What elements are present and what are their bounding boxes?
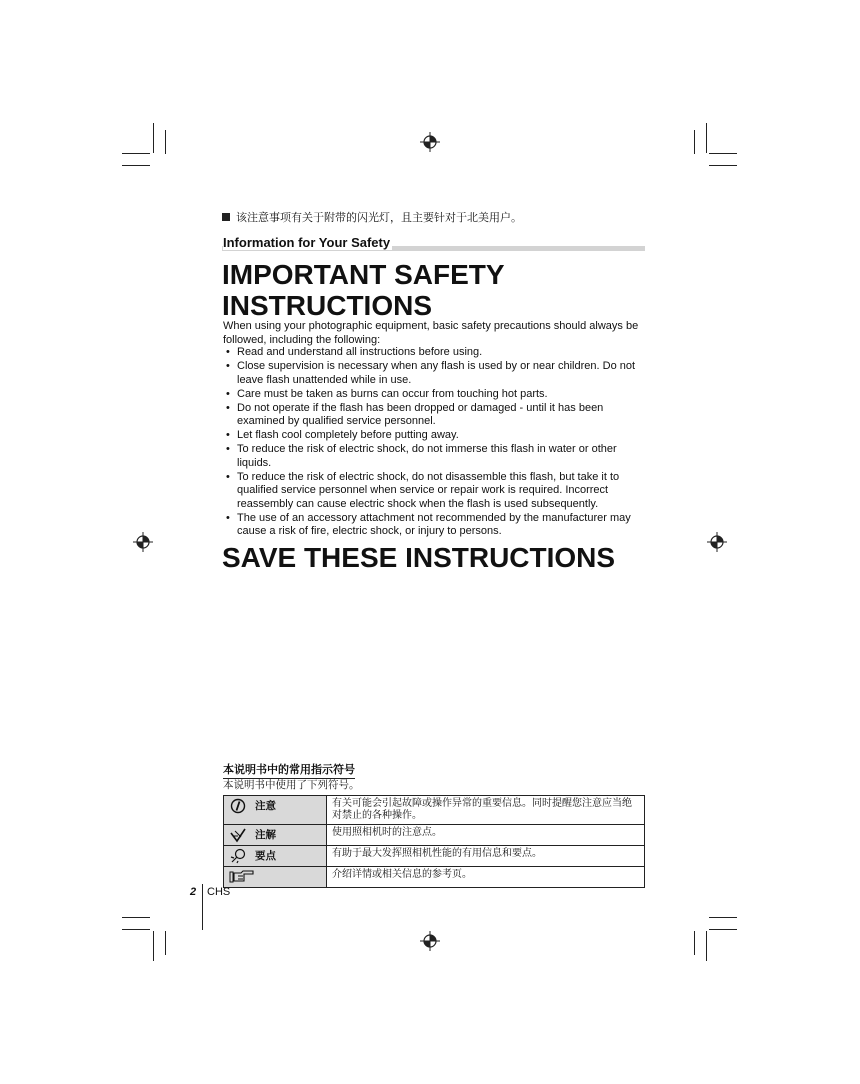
flash-notice: 该注意事项有关于附带的闪光灯，且主要针对于北美用户。	[222, 209, 522, 225]
symbol-key: 注解	[224, 825, 327, 846]
table-row	[224, 825, 645, 846]
page-number: 2	[190, 886, 197, 898]
list-item: • To reduce the risk of electric shock, do not disassemble this flash, but take it to qualified service personnel when service or repair work is required. Incorrect reassembly can cause electric shock when the flash is used subsequently.	[223, 471, 643, 512]
safety-list	[223, 346, 643, 539]
registration-mark-icon	[420, 931, 440, 951]
title-line-1: IMPORTANT SAFETY	[222, 259, 505, 290]
tips-bulb-icon	[229, 848, 247, 864]
list-item: • To reduce the risk of electric shock, do not immerse this flash in water or other liquids.	[223, 443, 643, 470]
symbol-key	[224, 867, 327, 888]
save-heading: SAVE THESE INSTRUCTIONS	[222, 542, 616, 573]
title-line-2: INSTRUCTIONS	[222, 290, 432, 321]
section-label-bar	[222, 236, 645, 251]
language-code: CHS	[207, 886, 231, 898]
symbols-table	[223, 795, 645, 888]
table-row	[224, 846, 645, 867]
registration-mark-icon	[133, 532, 153, 552]
list-item: • Let flash cool completely before putting away.	[223, 429, 643, 443]
section-label: Information for Your Safety	[223, 235, 391, 250]
symbols-heading: 本说明书中的常用指示符号	[223, 761, 355, 779]
note-pencil-icon	[229, 827, 247, 843]
symbol-desc: 使用照相机时的注意点。	[327, 825, 645, 846]
registration-mark-icon	[707, 532, 727, 552]
intro-text: When using your photographic equipment, basic safety precautions should always be followed, including the following:	[223, 320, 639, 346]
symbol-desc: 介绍详情或相关信息的参考页。	[327, 867, 645, 888]
registration-mark-icon	[420, 132, 440, 152]
symbols-subheading: 本说明书中使用了下列符号。	[223, 779, 360, 791]
list-item: • Read and understand all instructions before using.	[223, 346, 643, 360]
symbol-key: 要点	[224, 846, 327, 867]
table-row	[224, 796, 645, 825]
caution-icon	[229, 798, 247, 814]
square-bullet-icon	[222, 213, 230, 221]
list-item: • Do not operate if the flash has been dropped or damaged - until it has been examined by qualified service personnel.	[223, 402, 643, 429]
pointing-hand-icon	[229, 869, 255, 885]
list-item: • Close supervision is necessary when any flash is used by or near children. Do not leave flash unattended while in use.	[223, 360, 643, 387]
symbol-desc: 有关可能会引起故障或操作异常的重要信息。同时提醒您注意应当绝对禁止的各种操作。	[327, 796, 645, 825]
footer-divider	[202, 884, 203, 930]
table-row	[224, 867, 645, 888]
list-item: • Care must be taken as burns can occur from touching hot parts.	[223, 388, 643, 402]
symbol-key: 注意	[224, 796, 327, 825]
list-item: • The use of an accessory attachment not recommended by the manufacturer may cause a risk of fire, electric shock, or injury to persons.	[223, 512, 643, 539]
symbol-desc: 有助于最大发挥照相机性能的有用信息和要点。	[327, 846, 645, 867]
